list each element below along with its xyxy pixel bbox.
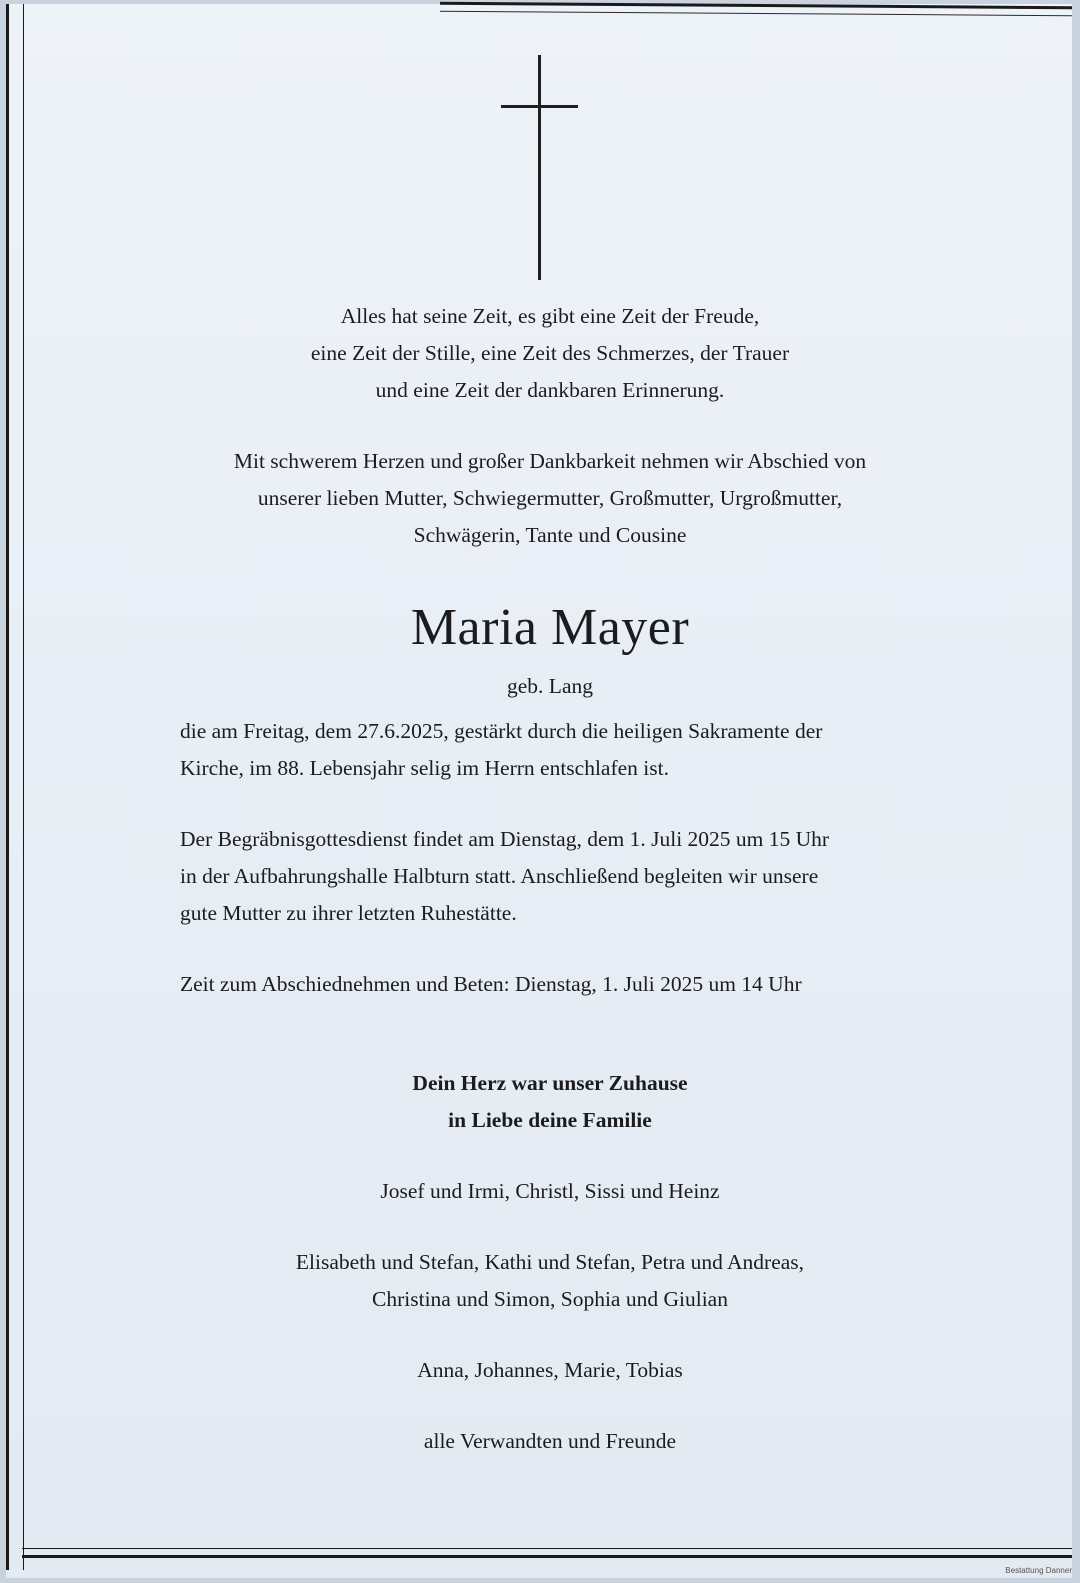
- verse-line: eine Zeit der Stille, eine Zeit des Schmerzes, der Trauer: [310, 341, 790, 365]
- cross-icon: [538, 55, 541, 280]
- grandchildren-line: Elisabeth und Stefan, Kathi und Stefan, Petra und Andreas,: [295, 1250, 805, 1274]
- intro-line: unserer lieben Mutter, Schwiegermutter, Großmutter, Urgroßmutter,: [257, 486, 843, 510]
- motto: [160, 1065, 940, 1139]
- funeral-line: gute Mutter zu ihrer letzten Ruhestätte.: [180, 901, 517, 925]
- funeral-info: [160, 821, 920, 932]
- death-notice: [160, 713, 920, 787]
- deceased-name: Maria Mayer: [410, 599, 690, 656]
- farewell-info: Zeit zum Abschiednehmen und Beten: Dienstag, 1. Juli 2025 um 14 Uhr: [180, 972, 802, 996]
- intro: [160, 443, 940, 554]
- death-notice-line: die am Freitag, dem 27.6.2025, gestärkt durch die heiligen Sakramente der: [180, 719, 823, 743]
- grandchildren-names: [160, 1244, 940, 1318]
- death-notice-line: Kirche, im 88. Lebensjahr selig im Herrn entschlafen ist.: [180, 756, 669, 780]
- verse-line: Alles hat seine Zeit, es gibt eine Zeit der Freude,: [340, 304, 760, 328]
- grandchildren-line: Christina und Simon, Sophia und Giulian: [372, 1287, 728, 1311]
- left-border: [6, 4, 24, 1570]
- motto-line: in Liebe deine Familie: [448, 1108, 652, 1132]
- funeral-line: Der Begräbnisgottesdienst findet am Dienstag, dem 1. Juli 2025 um 15 Uhr: [180, 827, 830, 851]
- children-names: Josef und Irmi, Christl, Sissi und Heinz: [380, 1179, 720, 1203]
- cross-bar: [501, 105, 578, 108]
- notice-content: [160, 298, 940, 1460]
- verse: [160, 298, 940, 409]
- bottom-border: [22, 1548, 1072, 1558]
- intro-line: Schwägerin, Tante und Cousine: [413, 523, 687, 547]
- verse-line: und eine Zeit der dankbaren Erinnerung.: [375, 378, 725, 402]
- motto-line: Dein Herz war unser Zuhause: [412, 1071, 688, 1095]
- maiden-name: geb. Lang: [507, 674, 593, 698]
- funeral-home-stamp: Bestattung Danner: [1005, 1566, 1072, 1575]
- great-grandchildren-names: Anna, Johannes, Marie, Tobias: [417, 1358, 683, 1382]
- intro-line: Mit schwerem Herzen und großer Dankbarkeit nehmen wir Abschied von: [233, 449, 867, 473]
- relatives-line: alle Verwandten und Freunde: [423, 1429, 677, 1453]
- funeral-line: in der Aufbahrungshalle Halbturn statt. Anschließend begleiten wir unsere: [180, 864, 819, 888]
